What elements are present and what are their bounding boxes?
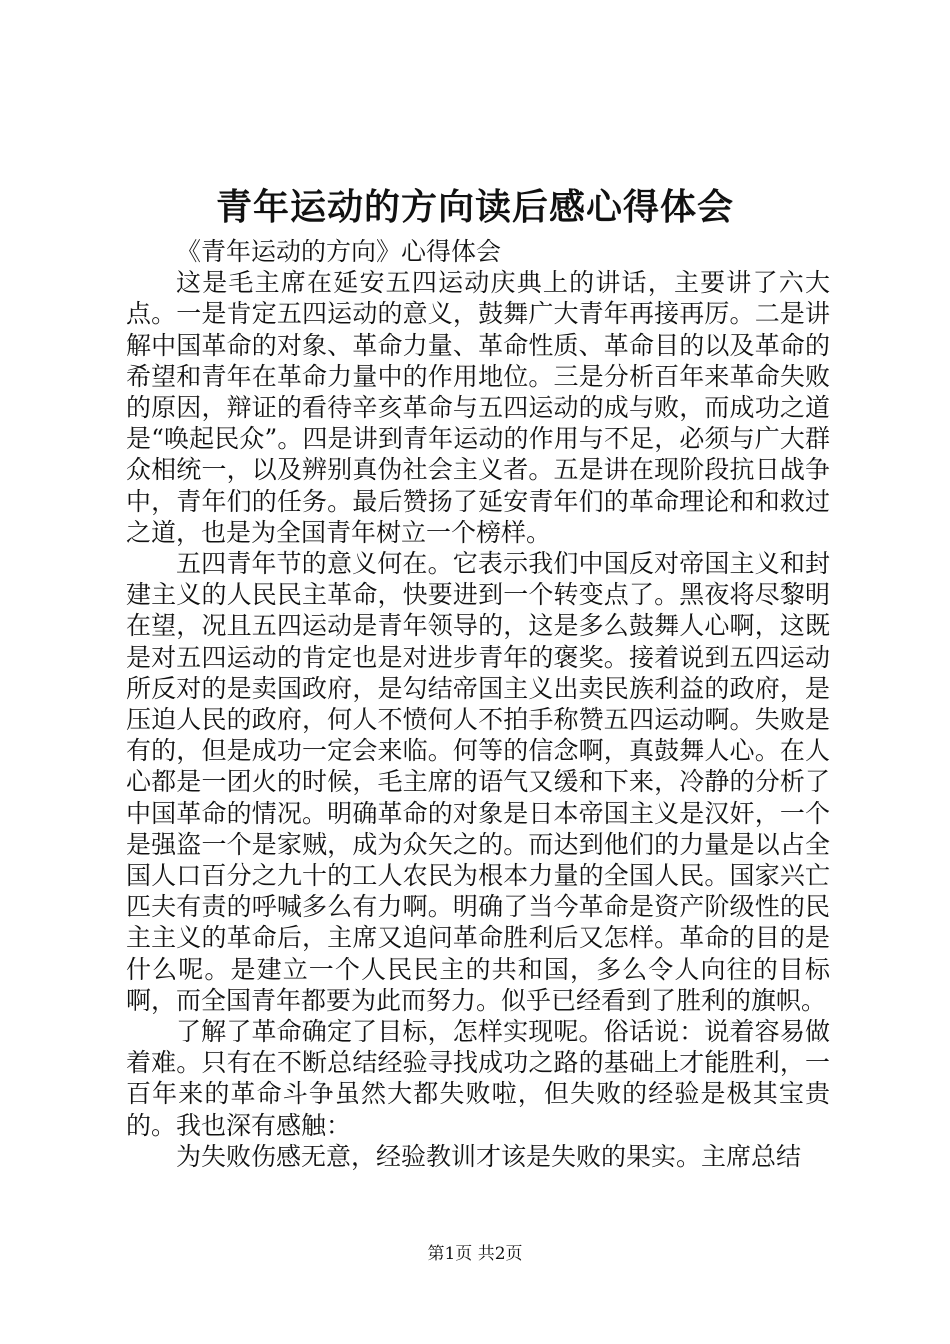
page-indicator: 第1页 共2页 [427, 1244, 523, 1264]
document-subtitle: 《青年运动的方向》心得体会 [176, 237, 502, 266]
paragraph-4: 为失败伤感无意，经验教训才该是失败的果实。主席总结 [176, 1141, 802, 1171]
document-body [126, 236, 830, 1172]
paragraph-2: 五四青年节的意义何在。它表示我们中国反对帝国主义和封建主义的人民民主革命，快要进到一个转变点了。黑夜将尽黎明在望，况且五四运动是青年领导的，这是多么鼓舞人心啊，这既是对五四运动的肯定也是对进步青年的褒奖。接着说到五四运动所反对的是卖国政府，是勾结帝国主义出卖民族利益的政府，是压迫人民的政府，何人不愤何人不拍手称赞五四运动啊。失败是有的，但是成功一定会来临。何等的信念啊，真鼓舞人心。在人心都是一团火的时候，毛主席的语气又缓和下来，冷静的分析了中国革命的情况。明确革命的对象是日本帝国主义是汉奸，一个是强盗一个是家贼，成为众矢之的。而达到他们的力量是以占全国人口百分之九十的工人农民为根本力量的全国人民。国家兴亡匹夫有责的呼喊多么有力啊。明确了当今革命是资产阶级性的民主主义的革命后，主席又追问革命胜利后又怎样。革命的目的是什么呢。是建立一个人民民主的共和国，多么令人向往的目标啊，而全国青年都要为此而努力。似乎已经看到了胜利的旗帜。 [126, 549, 830, 1015]
paragraph-1: 这是毛主席在延安五四运动庆典上的讲话，主要讲了六大点。一是肯定五四运动的意义，鼓舞广大青年再接再厉。二是讲解中国革命的对象、革命力量、革命性质、革命目的以及革命的希望和青年在革命力量中的作用地位。三是分析百年来革命失败的原因，辩证的看待辛亥革命与五四运动的成与败，而成功之道是“唤起民众”。四是讲到青年运动的作用与不足，必须与广大群众相统一，以及辨别真伪社会主义者。五是讲在现阶段抗日战争中，青年们的任务。最后赞扬了延安青年们的革命理论和和救过之道，也是为全国青年树立一个榜样。 [126, 268, 830, 547]
paragraph-3: 了解了革命确定了目标，怎样实现呢。俗话说：说着容易做着难。只有在不断总结经验寻找成功之路的基础上才能胜利，一百年来的革命斗争虽然大都失败啦，但失败的经验是极其宝贵的。我也深有感触： [126, 1017, 830, 1140]
document-title: 青年运动的方向读后感心得体会 [215, 186, 734, 228]
page-footer [0, 1242, 950, 1266]
